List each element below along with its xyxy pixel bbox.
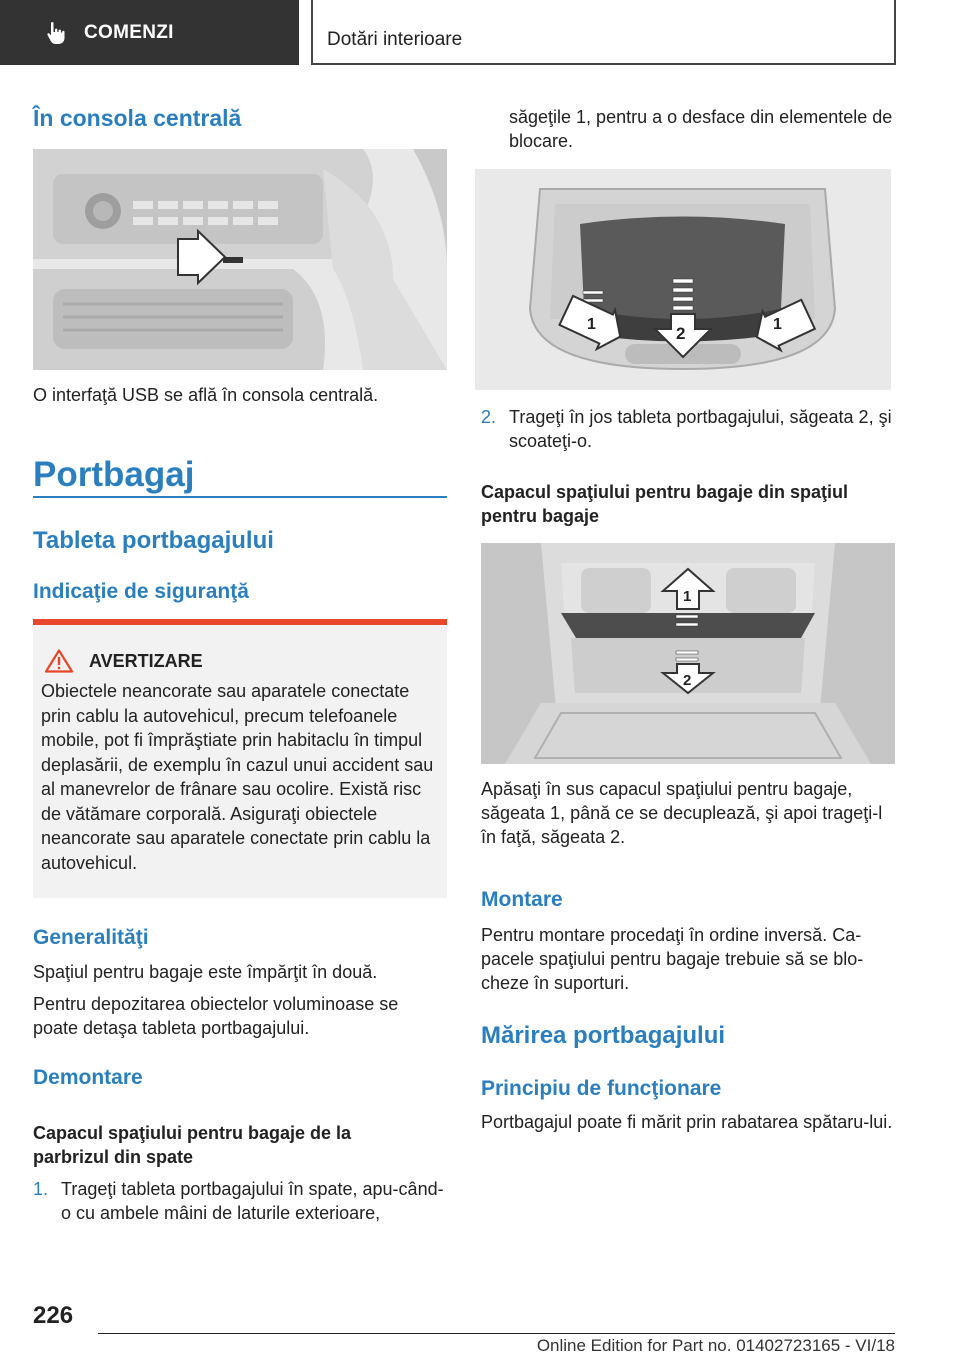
heading-generalitati: Generalităţi	[33, 926, 149, 949]
subheading-cover-space: Capacul spaţiului pentru bagaje din spaţiul pentru bagaje	[481, 482, 849, 526]
header-section-title: Dotări interioare	[311, 0, 896, 65]
warning-box	[33, 619, 447, 898]
heading-console: În consola centrală	[33, 105, 242, 131]
cover-description: Apăsaţi în sus capacul spaţiului pentru bagaje, săgeata 1, până ce se decuplează, şi apoi trageţi-l în faţă, săgeata 2.	[481, 779, 883, 847]
step-2-number: 2.	[481, 407, 497, 427]
heading-portbagaj: Portbagaj	[33, 455, 195, 494]
luggage-cover-figure	[481, 543, 895, 764]
heading-demontare: Demontare	[33, 1066, 143, 1089]
footer-divider	[98, 1333, 895, 1334]
general-paragraph-1: Spaţiul pentru bagaje este împărţit în două.	[33, 962, 378, 982]
footer-edition: Online Edition for Part no. 01402723165 - VI/18	[536, 1336, 895, 1355]
heading-indicatie: Indicaţie de siguranţă	[33, 580, 249, 603]
warning-body: Obiectele neancorate sau aparatele conectate prin cablu la autovehicul, precum telefoanele mobile, pot fi împrăştiate prin habitaclu în timpul deplasării, de exemplu în cazul unui accident sau al manevrelor de frânare sau ocolire. Există risc de vătămare corporală. Asiguraţi obiectele neancorate sau aparatele conectate prin cablu la autovehicul.	[41, 681, 434, 873]
heading-marirea: Mărirea portbagajului	[481, 1022, 726, 1049]
figure-arrow-label: 1	[773, 316, 782, 333]
heading-tableta: Tableta portbagajului	[33, 527, 274, 554]
warning-title: AVERTIZARE	[89, 650, 203, 671]
principle-text: Portbagajul poate fi mărit prin rabatarea spătaru-lui.	[481, 1112, 893, 1132]
heading-principiu: Principiu de funcţionare	[481, 1077, 722, 1100]
heading-montare: Montare	[481, 888, 563, 911]
header-tab-comenzi[interactable]	[0, 0, 299, 65]
step-2-text: Trageţi în jos tableta portbagajului, săgeata 2, şi scoateţi-o.	[509, 407, 892, 451]
trunk-tablet-figure	[475, 169, 891, 390]
figure-arrow-label: 1	[587, 316, 596, 333]
page-number: 226	[33, 1302, 74, 1329]
console-caption: O interfaţă USB se află în consola centrală.	[33, 385, 379, 405]
hand-pointer-icon	[44, 20, 70, 46]
step-1-number: 1.	[33, 1179, 49, 1199]
header-tab-label: COMENZI	[84, 21, 174, 43]
console-usb-figure	[33, 149, 447, 370]
figure-arrow-label: 1	[683, 588, 692, 605]
figure-arrow-label: 2	[676, 324, 686, 343]
subheading-cover-rear: Capacul spaţiului pentru bagaje de la parbrizul din spate	[33, 1123, 352, 1167]
warning-triangle-icon	[45, 649, 73, 673]
mount-text: Pentru montare procedaţi în ordine inversă. Ca-pacele spaţiului pentru bagaje trebuie să se blo-cheze în suporturi.	[481, 925, 864, 993]
step-1-text: Trageţi tableta portbagajului în spate, apu-când-o cu ambele mâini de laturile exterioare,	[61, 1179, 444, 1223]
step-1-continuation: săgeţile 1, pentru a o desface din elementele de blocare.	[509, 107, 893, 151]
general-paragraph-2: Pentru depozitarea obiectelor voluminoase se poate detaşa tableta portbagajului.	[33, 994, 399, 1038]
figure-arrow-label: 2	[683, 672, 692, 689]
heading-underline	[33, 496, 447, 498]
